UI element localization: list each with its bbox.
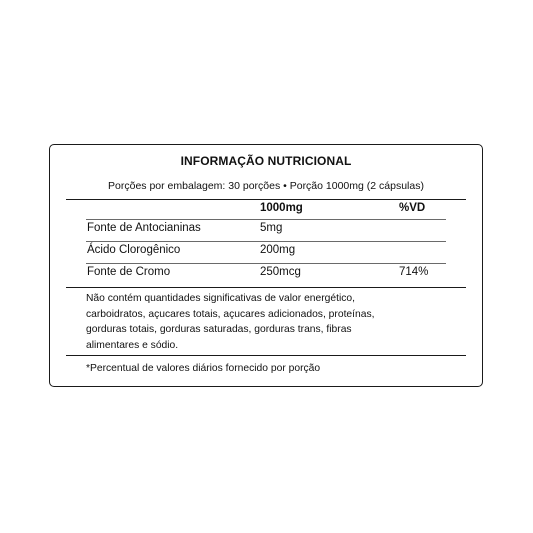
divider xyxy=(66,199,466,200)
divider xyxy=(86,263,446,264)
nutrient-amount: 200mg xyxy=(260,244,296,256)
nutrient-name: Fonte de Antocianinas xyxy=(87,222,201,234)
nutrient-amount: 250mcg xyxy=(260,266,301,278)
nutrient-amount: 5mg xyxy=(260,222,283,234)
nutrient-dv: 714% xyxy=(399,266,429,278)
daily-value-footnote: *Percentual de valores diários fornecido por porção xyxy=(86,363,321,374)
column-header-dv: %VD xyxy=(399,202,426,214)
nutrition-facts-panel xyxy=(49,144,483,387)
divider xyxy=(66,355,466,356)
notice-line: gorduras totais, gorduras saturadas, gorduras trans, fibras xyxy=(86,324,352,335)
column-header-amount: 1000mg xyxy=(260,202,303,214)
nutrient-name: Ácido Clorogênico xyxy=(87,244,181,256)
divider xyxy=(86,219,446,220)
notice-line: Não contém quantidades significativas de valor energético, xyxy=(86,293,356,304)
notice-line: alimentares e sódio. xyxy=(86,339,179,351)
notice-line: carboidratos, açucares totais, açucares adicionados, proteínas, xyxy=(86,308,375,320)
serving-info: Porções por embalagem: 30 porções • Porção 1000mg (2 cápsulas) xyxy=(108,180,424,192)
nutrient-name: Fonte de Cromo xyxy=(87,266,171,278)
divider xyxy=(66,287,466,288)
divider xyxy=(86,241,446,242)
panel-title: INFORMAÇÃO NUTRICIONAL xyxy=(180,154,352,168)
nutrition-notice xyxy=(86,291,436,353)
